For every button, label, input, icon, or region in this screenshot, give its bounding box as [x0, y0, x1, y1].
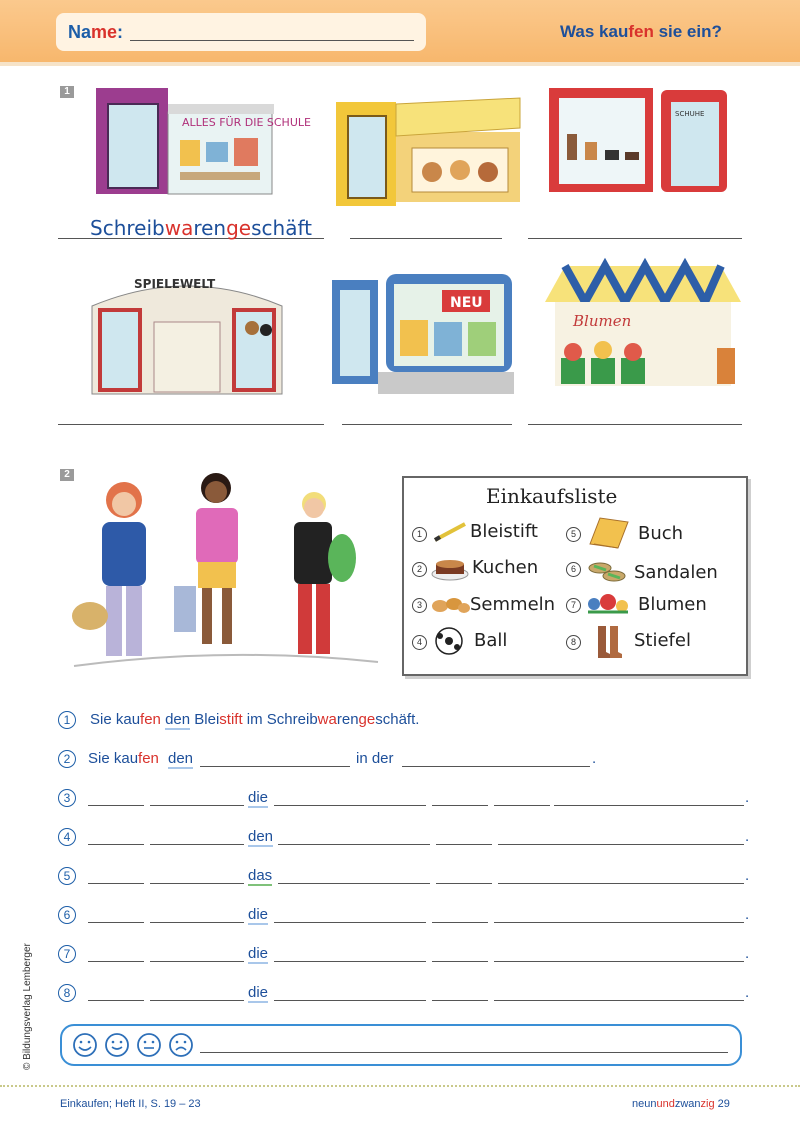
flower-shop-sign: Blumen	[573, 312, 632, 330]
list-number: 8	[566, 635, 581, 650]
answer-line[interactable]	[88, 922, 144, 923]
answer-line[interactable]	[494, 961, 744, 962]
neutral-smiley-icon[interactable]	[136, 1032, 162, 1058]
answer-line[interactable]	[274, 922, 426, 923]
footer-divider	[0, 1085, 800, 1087]
answer-line[interactable]	[498, 844, 744, 845]
row-article: die	[248, 906, 269, 923]
newsagent-shop-picture	[330, 272, 516, 396]
sentence-2-article: den	[168, 750, 194, 767]
answer-line[interactable]	[150, 805, 244, 806]
answer-line[interactable]	[150, 844, 244, 845]
row-number: 5	[58, 867, 76, 885]
row-number: 3	[58, 789, 76, 807]
row-number: 1	[58, 711, 76, 729]
list-number: 3	[412, 598, 427, 613]
sentence-2-end: .	[592, 750, 597, 767]
exercise-1-marker: 1	[60, 86, 74, 98]
answer-shop-1: Schreibwarengeschäft	[90, 216, 312, 240]
row-number: 7	[58, 945, 76, 963]
answer-line[interactable]	[150, 883, 244, 884]
row-number: 2	[58, 750, 76, 768]
footer-reference: Einkaufen; Heft II, S. 19 – 23	[60, 1098, 201, 1110]
toy-shop-sign: SPIELEWELT	[134, 277, 216, 291]
boots-icon	[594, 624, 624, 660]
shopping-list-title: Einkaufsliste	[486, 484, 618, 508]
header-divider	[0, 62, 800, 66]
sentence-period: .	[745, 945, 750, 962]
answer-line-shop-6[interactable]	[528, 424, 742, 425]
answer-line[interactable]	[150, 922, 244, 923]
happy-smiley-icon[interactable]	[104, 1032, 130, 1058]
list-item-label: Buch	[638, 523, 684, 544]
answer-line[interactable]	[274, 1000, 426, 1001]
answer-line[interactable]	[554, 805, 744, 806]
answer-line-shop-3[interactable]	[528, 238, 742, 239]
list-item-label: Sandalen	[634, 562, 718, 583]
toy-shop-picture	[82, 266, 292, 396]
bread-rolls-icon	[430, 594, 470, 616]
sentence-period: .	[745, 906, 750, 923]
list-item-label: Semmeln	[470, 594, 556, 615]
list-item-label: Blumen	[638, 594, 707, 615]
row-article: die	[248, 945, 269, 962]
answer-line[interactable]	[278, 883, 430, 884]
answer-line[interactable]	[88, 883, 144, 884]
copyright-text: © Bildungsverlag Lemberger	[22, 943, 33, 1070]
row-article: den	[248, 828, 274, 845]
list-item-label: Ball	[474, 630, 508, 651]
answer-line[interactable]	[150, 961, 244, 962]
page-number: neunundzwanzig 29	[632, 1098, 730, 1110]
school-supplies-shop-picture	[94, 82, 311, 197]
self-assessment-line[interactable]	[200, 1052, 728, 1053]
exercise-2-marker: 2	[60, 469, 74, 481]
answer-line[interactable]	[432, 922, 488, 923]
school-shop-sign: ALLES FÜR DIE SCHULE	[182, 116, 311, 129]
answer-line-shop-5[interactable]	[342, 424, 512, 425]
list-item-label: Bleistift	[470, 521, 538, 542]
answer-line[interactable]	[88, 805, 144, 806]
page-title: Was kaufen sie ein?	[560, 22, 722, 41]
answer-line[interactable]	[88, 961, 144, 962]
sentence-period: .	[745, 867, 750, 884]
bakery-shop-picture	[332, 92, 522, 208]
row-article: die	[248, 984, 269, 1001]
answer-line[interactable]	[88, 844, 144, 845]
sentence-period: .	[745, 789, 750, 806]
answer-line[interactable]	[498, 883, 744, 884]
ball-icon	[434, 626, 464, 656]
answer-line[interactable]	[274, 961, 426, 962]
row-number: 4	[58, 828, 76, 846]
answer-line[interactable]	[402, 766, 590, 767]
answer-line[interactable]	[432, 805, 488, 806]
name-input-line[interactable]	[130, 40, 414, 41]
shoe-shop-sign: SCHUHE	[675, 110, 705, 118]
pencil-icon	[432, 520, 468, 544]
flowers-icon	[584, 592, 632, 618]
answer-line[interactable]	[494, 922, 744, 923]
name-label: Name:	[68, 22, 124, 42]
answer-line[interactable]	[436, 844, 492, 845]
sentence-period: .	[745, 984, 750, 1001]
news-shop-sign: NEU	[450, 295, 483, 311]
list-number: 2	[412, 562, 427, 577]
sentence-2-middle: in der	[356, 750, 394, 767]
list-number: 1	[412, 527, 427, 542]
row-number: 8	[58, 984, 76, 1002]
cake-icon	[430, 556, 470, 582]
self-assessment-box	[60, 1024, 742, 1066]
flower-shop-picture	[545, 262, 741, 390]
list-item-label: Kuchen	[472, 557, 539, 578]
sentence-period: .	[745, 828, 750, 845]
shoe-shop-picture	[545, 84, 735, 202]
list-number: 6	[566, 562, 581, 577]
example-sentence-1: Sie kaufen den Bleistift im Schreibwarengeschäft.	[90, 711, 420, 728]
answer-line[interactable]	[436, 883, 492, 884]
answer-line[interactable]	[150, 1000, 244, 1001]
answer-line[interactable]	[274, 805, 426, 806]
children-shopping-picture	[66, 466, 382, 676]
row-number: 6	[58, 906, 76, 924]
row-article: die	[248, 789, 269, 806]
answer-line[interactable]	[200, 766, 350, 767]
very-happy-smiley-icon[interactable]	[72, 1032, 98, 1058]
answer-line[interactable]	[88, 1000, 144, 1001]
answer-line[interactable]	[494, 805, 550, 806]
sentence-2-start: Sie kaufen	[88, 750, 159, 767]
list-number: 7	[566, 598, 581, 613]
answer-line[interactable]	[432, 1000, 488, 1001]
row-article: das	[248, 867, 273, 884]
book-icon	[586, 514, 632, 550]
sandals-icon	[586, 556, 630, 586]
list-item-label: Stiefel	[634, 630, 691, 651]
list-number: 4	[412, 635, 427, 650]
answer-line[interactable]	[494, 1000, 744, 1001]
list-number: 5	[566, 527, 581, 542]
answer-line-shop-4[interactable]	[58, 424, 324, 425]
answer-line-shop-2[interactable]	[350, 238, 502, 239]
answer-line[interactable]	[278, 844, 430, 845]
answer-line[interactable]	[432, 961, 488, 962]
sad-smiley-icon[interactable]	[168, 1032, 194, 1058]
